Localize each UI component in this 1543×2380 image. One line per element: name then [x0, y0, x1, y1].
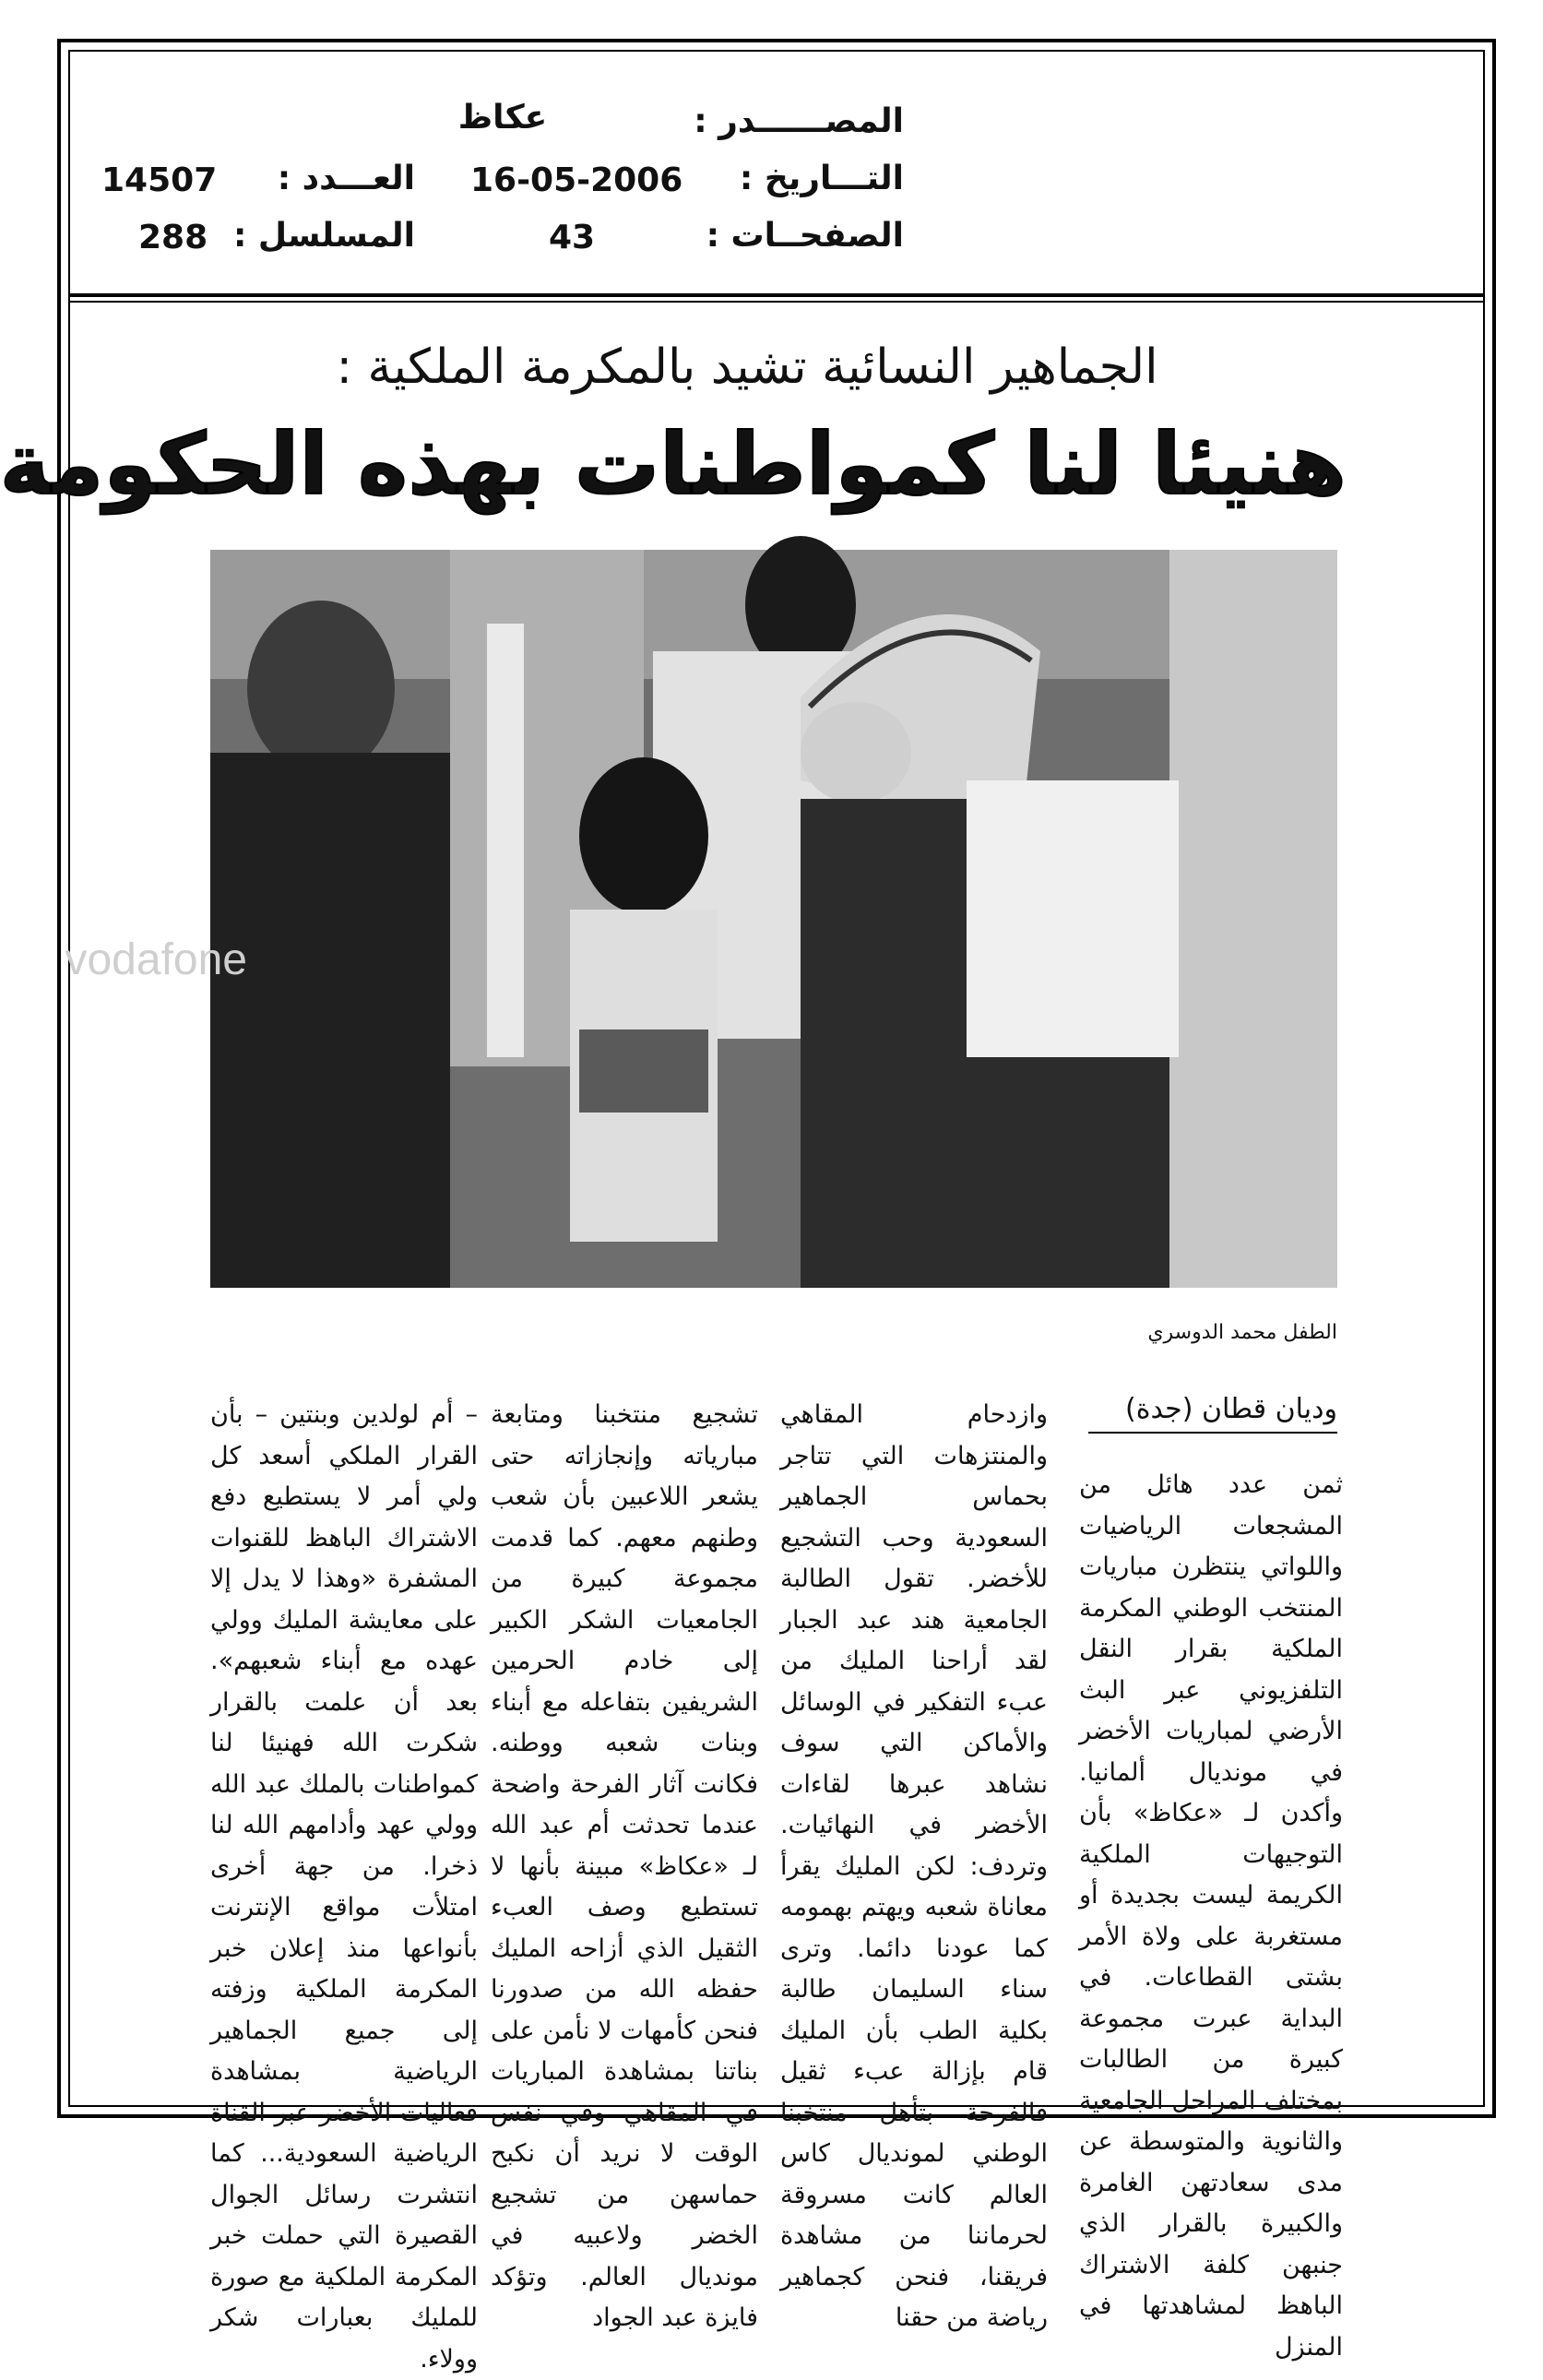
photo-illustration [65, 550, 1337, 1288]
serial-label: المسلسل : [232, 217, 415, 255]
date-label: التـــاريخ : [739, 160, 904, 197]
column-1-text: ثمن عدد هائل من المشجعات الرياضيات واللواتي ينتظرن مباريات المنتخب الوطني المكرمة الملكية بقرار النقل التلفزيوني عبر البث الأرضي لمباريات الأخضر في مونديال ألمانيا. وأكدن لـ «عكاظ» بأن التوجيهات الملكية الكريمة ليست بجديدة أو مستغربة على ولاة الأمر بشتى القطاعات. في البداية عبرت مجموعة كبيرة من الطالبات بمختلف المراحل الجامعية والثانوية والمتوسطة عن مدى سعادتهن الغامرة والكبيرة بالقرار الذي جنبهن كلفة الاشتراك الباهظ لمشاهدتها في المنزل [1079, 1470, 1343, 2362]
serial-value: 288 [138, 219, 208, 256]
source-label: المصــــــدر : [694, 102, 904, 140]
article-column-1 [1079, 1465, 1343, 2362]
svg-text:vodafone: vodafone [65, 935, 247, 984]
article-headline: هنيئا لنا كمواطنات بهذه الحكومة [0, 415, 1347, 514]
date-value: 16-05-2006 [470, 161, 683, 199]
article-photo [65, 550, 1337, 1288]
header-divider [68, 293, 1485, 303]
article-column-2 [780, 1395, 1048, 2332]
column-2-text: وازدحام المقاهي والمنتزهات التي تتاجر بحماس الجماهير السعودية وحب التشجيع للأخضر. تقول الطالبة الجامعية هند عبد الجبار لقد أراحنا المليك من عبء التفكير في الوسائل والأماكن التي سوف نشاهد عبرها لقاءات الأخضر في النهائيات. وتردف: لكن المليك يقرأ معاناة شعبه ويهتم بهمومه كما عودنا دائما. وترى سناء السليمان طالبة بكلية الطب بأن المليك قام بإزالة عبء ثقيل فالفرحة بتأهل منتخبنا الوطني لمونديال كاس العالم كانت مسروقة لحرماننا من مشاهدة فريقنا، فنحن كجماهير رياضة من حقنا [780, 1400, 1048, 2332]
pages-value: 43 [548, 219, 596, 256]
byline: وديان قطان (جدة) [1125, 1393, 1337, 1425]
byline-underline [1088, 1432, 1337, 1434]
issue-label: العـــدد : [277, 160, 415, 197]
pages-label: الصفحــات : [706, 217, 904, 255]
article-column-4 [210, 1395, 478, 2374]
issue-value: 14507 [101, 161, 218, 199]
photo-caption: الطفل محمد الدوسري [1147, 1321, 1337, 1344]
article-kicker: الجماهير النسائية تشيد بالمكرمة الملكية : [336, 339, 1158, 395]
column-3-text: تشجيع منتخبنا ومتابعة مبارياته وإنجازاته حتى يشعر اللاعبين بأن شعب وطنهم معهم. كما قدمت مجموعة كبيرة من الجامعيات الشكر الكبير إلى خادم الحرمين الشريفين بتفاعله مع أبناء وبنات شعبه ووطنه. فكانت آثار الفرحة واضحة عندما تحدثت أم عبد الله لـ «عكاظ» مبينة بأنها لا تستطيع وصف العبء الثقيل الذي أزاحه المليك حفظه الله من صدورنا فنحن كأمهات لا نأمن على بناتنا بمشاهدة المباريات في المقاهي وفي نفس الوقت لا نريد أن نكبح حماسهن من تشجيع الخضر ولاعبيه في مونديال العالم. وتؤكد فايزة عبد الجواد [491, 1400, 758, 2332]
source-value: عكاظ [457, 99, 548, 137]
article-column-3 [491, 1395, 758, 2332]
column-4-text: – أم لولدين وبنتين – بأن القرار الملكي أسعد كل ولي أمر لا يستطيع دفع الاشتراك الباهظ للقنوات المشفرة «وهذا لا يدل إلا على معايشة المليك وولي عهده مع أبناء شعبهم». بعد أن علمت بالقرار شكرت الله فهنيئا لنا كمواطنات بالملك عبد الله وولي عهد وأدامهم الله لنا ذخرا. من جهة أخرى امتلأت مواقع الإنترنت بأنواعها منذ إعلان خبر المكرمة الملكية وزفته إلى جميع الجماهير الرياضية بمشاهدة فعاليات الأخضر عبر القناة الرياضية السعودية... كما انتشرت رسائل الجوال القصيرة التي حملت خبر المكرمة الملكية مع صورة للمليك بعبارات شكر وولاء. [210, 1400, 478, 2374]
